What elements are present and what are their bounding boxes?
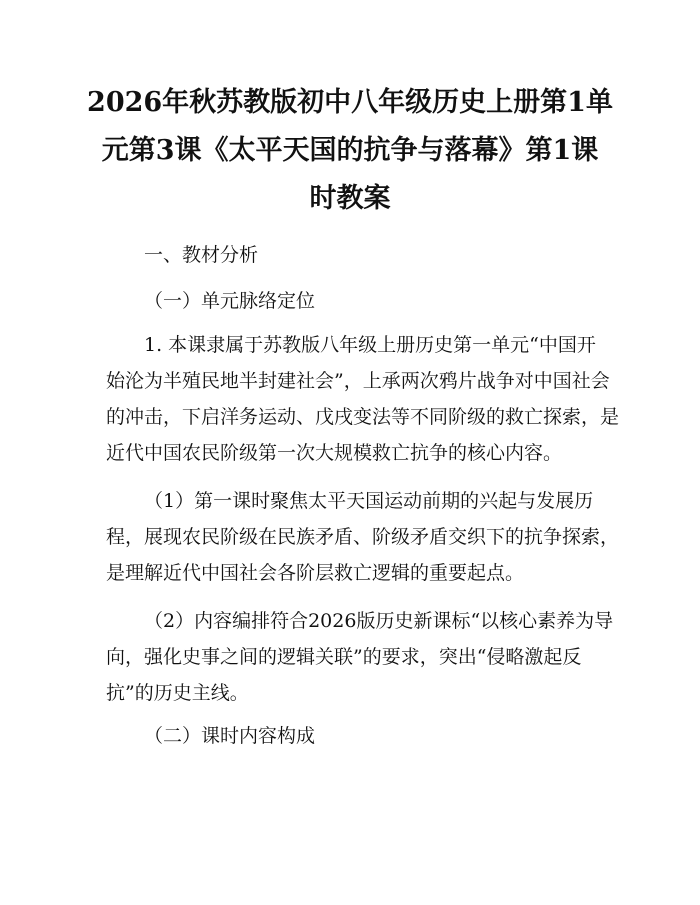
paragraph-3-line-2: 向，强化史事之间的逻辑关联”的要求，突出“侵略激起反 xyxy=(106,646,582,668)
paragraph-1-line-2: 始沦为半殖民地半封建社会”，上承两次鸦片战争对中国社会 xyxy=(106,370,610,392)
paragraph-1-line-3: 的冲击，下启洋务运动、戊戌变法等不同阶级的救亡探索，是 xyxy=(106,406,620,428)
title-line-1: 2026年秋苏教版初中八年级历史上册第1单 xyxy=(87,87,613,118)
paragraph-3-line-3: 抗”的历史主线。 xyxy=(106,682,249,704)
title-line-2: 元第3课《太平天国的抗争与落幕》第1课 xyxy=(101,135,599,166)
paragraph-2-line-2: 程，展现农民阶级在民族矛盾、阶级矛盾交织下的抗争探索， xyxy=(106,526,620,548)
title-line-3: 时教案 xyxy=(309,183,391,214)
paragraph-3-line-1: （2）内容编排符合2026版历史新课标“以核心素养为导 xyxy=(144,610,614,632)
paragraph-1-line-1: 1. 本课隶属于苏教版八年级上册历史第一单元“中国开 xyxy=(144,334,596,356)
subsection-heading-unit-context: （一）单元脉络定位 xyxy=(144,290,316,312)
paragraph-1 xyxy=(106,327,620,471)
paragraph-2 xyxy=(106,483,620,591)
section-heading-teaching-material-analysis: 一、教材分析 xyxy=(144,244,259,266)
paragraph-1-line-4: 近代中国农民阶级第一次大规模救亡抗争的核心内容。 xyxy=(106,442,563,464)
document-title xyxy=(84,79,616,223)
paragraph-2-line-1: （1）第一课时聚焦太平天国运动前期的兴起与发展历 xyxy=(144,490,594,512)
paragraph-2-line-3: 是理解近代中国社会各阶层救亡逻辑的重要起点。 xyxy=(106,562,525,584)
paragraph-3 xyxy=(106,603,614,711)
subsection-heading-lesson-content: （二）课时内容构成 xyxy=(144,725,316,747)
